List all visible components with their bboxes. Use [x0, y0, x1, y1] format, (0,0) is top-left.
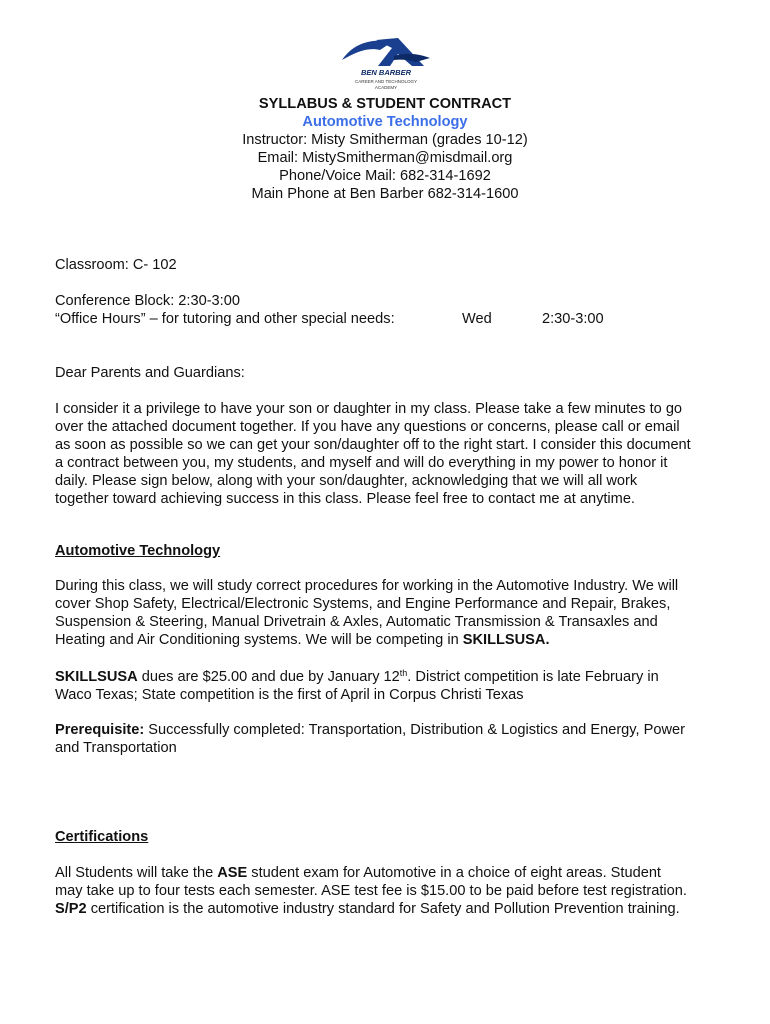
prerequisite-text: Successfully completed: Transportation, Distribution & Logistics and Energy, Power: [144, 722, 685, 738]
ben-barber-logo: [336, 36, 436, 96]
letter-greeting-block: [55, 364, 735, 382]
cert-text-c: certification is the automotive industry standard for Safety and Pollution Prevention training.: [86, 901, 680, 917]
cert-text-a: All Students will take the: [55, 865, 218, 881]
email-line: Email: MistySmitherman@misdmail.org: [257, 150, 513, 166]
automotive-line-last: [55, 631, 735, 649]
certifications-line-3: [55, 900, 735, 918]
logo-line-2: ACADEMY: [374, 85, 398, 90]
logo-mark-icon: [336, 36, 436, 96]
certifications-paragraph: [55, 864, 735, 918]
certifications-heading: Certifications: [55, 829, 149, 845]
dues-text: dues are $25.00 and due by January 12: [137, 669, 400, 685]
skillsusa-bold: SKILLSUSA.: [462, 632, 550, 648]
letter-line: as soon as possible so we can get your son/daughter off to the right start. I consider this document: [55, 437, 691, 453]
automotive-description: [55, 577, 735, 649]
document-title: SYLLABUS & STUDENT CONTRACT: [258, 96, 512, 112]
letter-line: I consider it a privilege to have your son or daughter in my class. Please take a few minutes to go: [55, 401, 683, 417]
instructor-line: Instructor: Misty Smitherman (grades 10-12): [242, 132, 528, 148]
certifications-section-heading: [55, 828, 735, 846]
cert-text-b: student exam for Automotive in a choice of eight areas. Student: [247, 865, 661, 881]
document-subtitle: Automotive Technology: [302, 114, 468, 130]
prerequisite-line-2: and Transportation: [55, 740, 177, 756]
office-hours-row: [55, 310, 735, 328]
dues-paragraph: [55, 668, 735, 704]
office-hours-day: Wed: [462, 311, 492, 327]
logo-name: BEN BARBER: [360, 68, 412, 77]
document-header: [0, 95, 770, 203]
letter-greeting: Dear Parents and Guardians:: [55, 365, 245, 381]
classroom-line: Classroom: C- 102: [55, 257, 177, 273]
automotive-section-heading: [55, 542, 735, 560]
main-phone-line: Main Phone at Ben Barber 682-314-1600: [251, 186, 519, 202]
letter-body: [55, 400, 735, 508]
dues-line-1: [55, 668, 735, 686]
office-hours-label: “Office Hours” – for tutoring and other special needs:: [55, 311, 395, 327]
certifications-line-1: [55, 864, 735, 882]
prerequisite-paragraph: [55, 721, 735, 757]
automotive-heading: Automotive Technology: [55, 543, 221, 559]
ase-bold: ASE: [217, 865, 248, 881]
letter-line: daily. Please sign below, along with your son/daughter, acknowledging that we will all work: [55, 473, 638, 489]
conference-line: Conference Block: 2:30-3:00: [55, 293, 240, 309]
automotive-line: cover Shop Safety, Electrical/Electronic Systems, and Engine Performance and Repair, Brakes,: [55, 596, 671, 612]
automotive-line: During this class, we will study correct procedures for working in the Automotive Industry. We will: [55, 578, 679, 594]
conference-info: [55, 292, 735, 328]
dues-skillsusa-bold: SKILLSUSA: [55, 669, 138, 685]
classroom-info: [55, 256, 735, 274]
letter-line: together toward achieving success in this class. Please feel free to contact me at anytime.: [55, 491, 635, 507]
dues-superscript: th: [399, 668, 408, 678]
prerequisite-line-1: [55, 721, 735, 739]
certifications-line-2: may take up to four tests each semester. ASE test fee is $15.00 to be paid before test registration.: [55, 883, 687, 899]
office-hours-time: 2:30-3:00: [542, 311, 604, 327]
sp2-bold: S/P2: [55, 901, 87, 917]
phone-line: Phone/Voice Mail: 682-314-1692: [279, 168, 491, 184]
automotive-line-text: Heating and Air Conditioning systems. We will be competing in: [55, 632, 463, 648]
logo-line-1: CAREER AND TECHNOLOGY: [355, 79, 417, 84]
dues-line-2: Waco Texas; State competition is the first of April in Corpus Christi Texas: [55, 687, 524, 703]
prerequisite-label: Prerequisite:: [55, 722, 145, 738]
letter-line: a contract between you, my students, and myself and will do everything in my power to honor it: [55, 455, 668, 471]
automotive-line: Suspension & Steering, Manual Drivetrain & Axles, Automatic Transmission & Transaxles and: [55, 614, 658, 630]
letter-line: over the attached document together. If you have any questions or concerns, please call or email: [55, 419, 680, 435]
dues-text-2: . District competition is late February in: [407, 669, 659, 685]
